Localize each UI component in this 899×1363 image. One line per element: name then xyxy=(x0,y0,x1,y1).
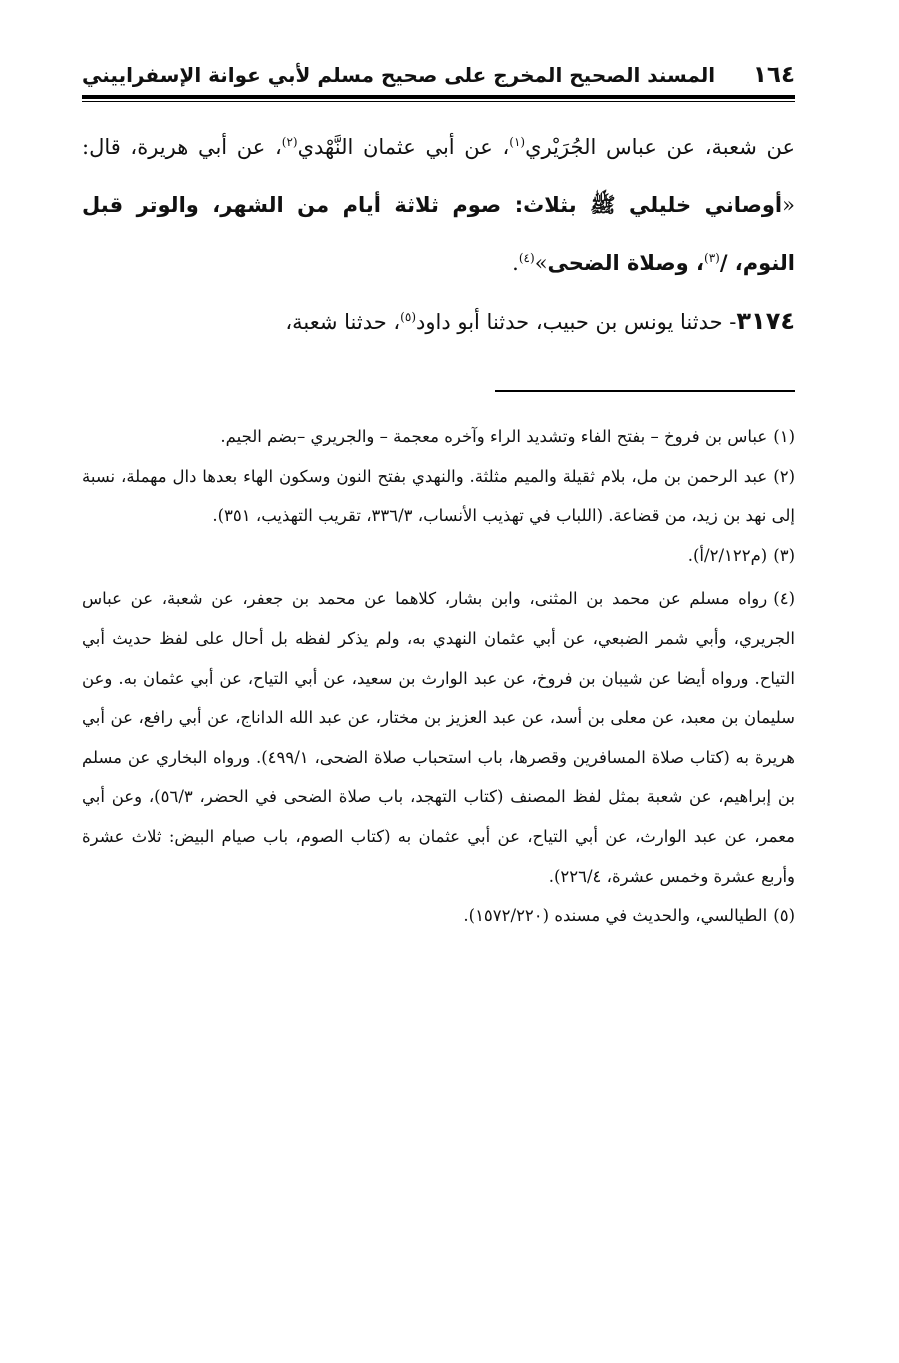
footnote-ref-2[interactable]: (٢) xyxy=(281,135,298,149)
hadith-matn: أوصاني خليلي ﷺ بثلاث: صوم ثلاثة أيام من الشهر، والوتر قبل النوم، / xyxy=(82,193,795,275)
hadith-paragraph-2: ٣١٧٤- حدثنا يونس بن حبيب، حدثنا أبو داود$^{(٥)}$، حدثنا شعبة، xyxy=(285,307,795,335)
footnote-3: (٣)(م٢/١٢٢/أ). xyxy=(687,545,795,565)
footnotes xyxy=(82,417,795,936)
main-text xyxy=(82,118,795,351)
footnote-ref-4[interactable]: (٤) xyxy=(518,251,535,265)
header-rule-thick xyxy=(82,95,795,99)
footnote-5: (٥)الطيالسي، والحديث في مسنده (١٥٧٢/٢٢٠). xyxy=(463,906,795,926)
running-title: المسند الصحيح المخرج على صحيح مسلم لأبي عوانة الإسفراييني xyxy=(82,63,716,87)
footnote-ref-1[interactable]: (١) xyxy=(509,135,526,149)
footnote-ref-5[interactable]: (٥) xyxy=(400,310,416,324)
hadith-paragraph-1: عن شعبة، عن عباس الجُرَيْري$^{(١)}$، عن أبي عثمان النَّهْدي$^{(٢)}$، عن أبي هريرة، قال: «أوصاني خليلي ﷺ بثلاث: صوم ثلاثة أيام من الشهر، والوتر قبل النوم، /$^{(٣)}$، وصلاة الضحى»$^{(٤)}$. xyxy=(82,135,795,275)
page-number: ١٦٤ xyxy=(752,62,795,88)
footnote-4: (٤)رواه مسلم عن محمد بن المثنى، وابن بشار، كلاهما عن محمد بن جعفر، عن شعبة، عن عباس الجريري، وأبي شمر الضبعي، عن أبي عثمان النهدي به، ولم يذكر لفظه بل أحال على لفظ حديث أبي التياح. ورواه أيضا عن شيبان بن فروخ، عن عبد الوارث بن سعيد، عن أبي التياح، عن أبي عثمان به. وعن سليمان بن معبد، عن معلى بن أسد، عن عبد العزيز بن مختار، عن عبد الله الداناج، عن أبي رافع، عن أبي هريرة به (كتاب صلاة المسافرين وقصرها، باب استحباب صلاة الضحى، ٤٩٩/١). ورواه البخاري عن مسلم بن إبراهيم، عن شعبة بمثل لفظ المصنف (كتاب التهجد، باب صلاة الضحى في الحضر، ٥٦/٣)، وعن أبي معمر، عن عبد الوارث، عن أبي التياح، عن أبي عثمان به (كتاب الصوم، باب صيام البيض: ثلاث عشرة وأربع عشرة وخمس عشرة، ٢٢٦/٤). xyxy=(82,589,795,886)
footnote-1: (١)عباس بن فروخ – بفتح الفاء وتشديد الراء وآخره معجمة – والجريري –بضم الجيم. xyxy=(220,427,795,446)
footnote-separator xyxy=(495,390,795,392)
page-header xyxy=(82,60,795,90)
header-rule-thin xyxy=(82,101,795,102)
footnote-2: (٢)عبد الرحمن بن مل، بلام ثقيلة والميم مثلثة. والنهدي بفتح النون وسكون الهاء بعدها دال مهملة، نسبة إلى نهد بن زيد، من قضاعة. (اللباب في تهذيب الأنساب، ٣٣٦/٣، تقريب التهذيب، ٣٥١). xyxy=(82,466,795,526)
footnote-ref-3[interactable]: (٣) xyxy=(704,251,720,265)
hadith-matn-cont: ، وصلاة الضحى xyxy=(547,251,704,275)
hadith-number: ٣١٧٤ xyxy=(736,307,795,335)
